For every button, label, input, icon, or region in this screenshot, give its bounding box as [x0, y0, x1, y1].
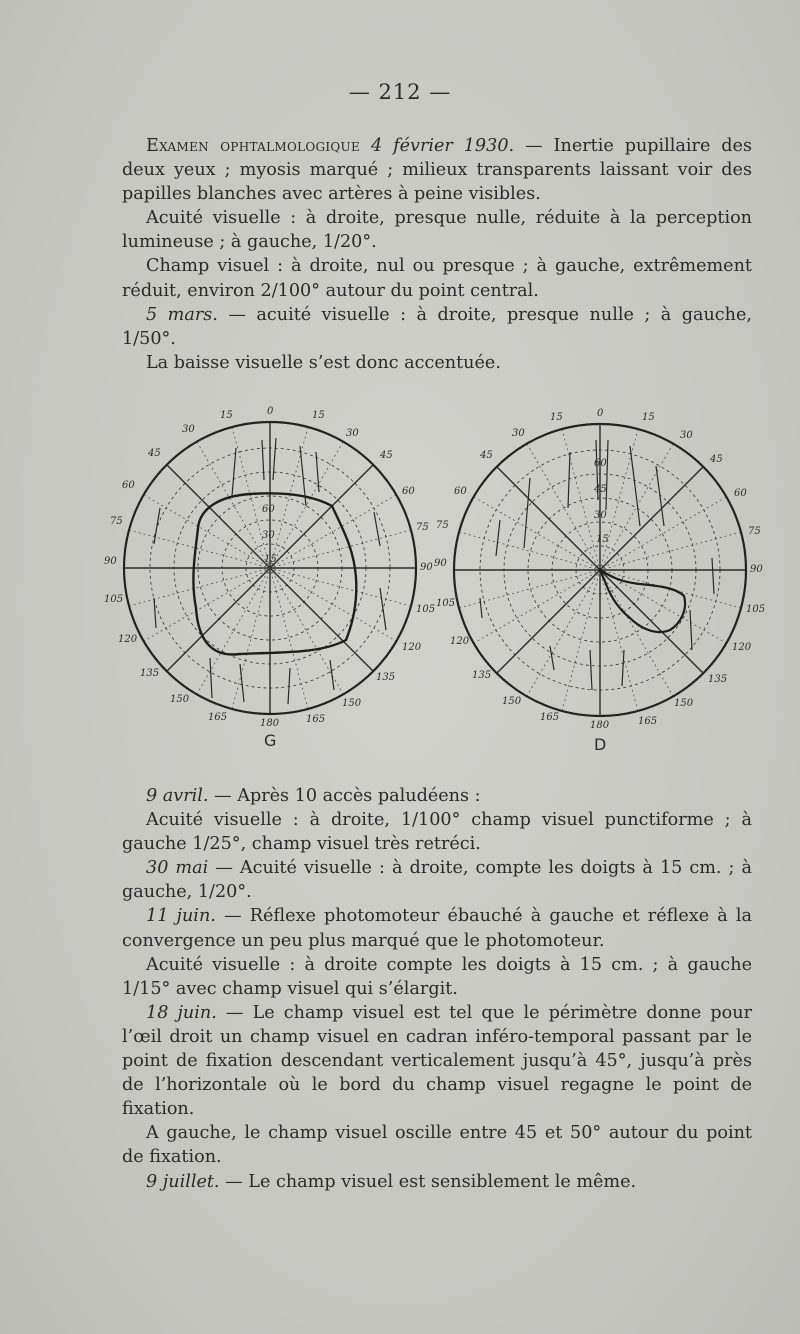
date-18-juin: 18 juin. — [146, 1002, 217, 1023]
date-30-mai: 30 mai — [146, 858, 209, 879]
angle-label: 45 — [380, 450, 393, 461]
figure-caption-d: D — [594, 735, 607, 754]
radius-label: 45 — [594, 484, 607, 495]
angle-label: 45 — [710, 454, 723, 465]
angle-label: 135 — [708, 674, 728, 685]
paragraph-acuite-juin: Acuité visuelle : à droite compte les doigts à 15 cm. ; à gauche 1/15° avec champ visuel qui s’élargit. — [122, 954, 752, 999]
angle-label: 60 — [454, 486, 467, 497]
angle-label: 90 — [420, 562, 433, 573]
angle-label: 120 — [450, 636, 470, 647]
angle-label: 75 — [110, 516, 123, 527]
paragraph-acuite: Acuité visuelle : à droite, presque nulle, réduite à la perception lumineuse ; à gauche, 1/20°. — [122, 208, 752, 253]
radius-label: 15 — [596, 534, 609, 545]
paragraph-text: — Réflexe photomoteur ébauché à gauche et réflexe à la convergence un peu plus marqué que le photomoteur. — [122, 906, 752, 951]
angle-label: 90 — [750, 564, 763, 575]
angle-label: 0 — [267, 406, 274, 417]
right-field-chart — [434, 408, 765, 754]
angle-label: 135 — [376, 672, 396, 683]
paragraph-text: — Inertie pupillaire des deux yeux ; myosis marqué ; milieux transparents laissant voir des papilles blanches avec artères à peine visibles. — [122, 136, 752, 205]
angle-label: 105 — [746, 604, 766, 615]
field-boundary — [600, 570, 685, 632]
paragraph-30-mai — [122, 856, 752, 904]
angle-label: 15 — [642, 412, 655, 423]
angle-label: 120 — [118, 634, 138, 645]
radius-label: 60 — [594, 458, 607, 469]
paragraph-baisse: La baisse visuelle s’est donc accentuée. — [146, 352, 501, 373]
angle-label: 0 — [597, 408, 604, 419]
angle-label: 105 — [436, 598, 456, 609]
left-field-chart — [104, 406, 435, 750]
paragraph-acuite-avril: Acuité visuelle : à droite, 1/100° champ visuel punctiforme ; à gauche 1/25°, champ visuel très retréci. — [122, 810, 752, 855]
date-9-juillet: 9 juillet. — [146, 1171, 220, 1192]
paragraph-18-juin — [122, 1001, 752, 1121]
paragraph-11-juin — [122, 904, 752, 952]
angle-label: 120 — [732, 642, 752, 653]
angle-label: 180 — [590, 720, 610, 731]
angle-label: 135 — [472, 670, 492, 681]
angle-label: 150 — [674, 698, 694, 709]
angle-label: 165 — [306, 714, 326, 725]
angle-label: 150 — [502, 696, 522, 707]
angle-label: 135 — [140, 668, 160, 679]
angle-label: 15 — [312, 410, 325, 421]
section-heading: Examen ophtalmologique — [146, 136, 361, 156]
text-block-top — [122, 134, 752, 375]
angle-label: 165 — [208, 712, 228, 723]
angle-label: 75 — [416, 522, 429, 533]
angle-label: 150 — [170, 694, 190, 705]
angle-label: 105 — [416, 604, 436, 615]
visual-field-figures — [100, 398, 780, 760]
paragraph-gauche: A gauche, le champ visuel oscille entre 45 et 50° autour du point de fixation. — [122, 1123, 752, 1168]
paragraph-text: — acuité visuelle : à droite, presque nulle ; à gauche, 1/50°. — [122, 304, 752, 349]
figure-caption-g: G — [264, 731, 277, 750]
angle-label: 105 — [104, 594, 124, 605]
angle-label: 165 — [540, 712, 560, 723]
radius-label: 15 — [264, 554, 277, 565]
paragraph-9-juillet — [122, 1170, 752, 1194]
date-9-avril: 9 avril. — [146, 786, 209, 806]
paragraph-text: — Le champ visuel est sensiblement le même. — [219, 1171, 637, 1192]
paragraph-text: — Acuité visuelle : à droite, compte les doigts à 15 cm. ; à gauche, 1/20°. — [122, 858, 753, 903]
angle-label: 150 — [342, 698, 362, 709]
angle-label: 45 — [148, 448, 161, 459]
perimetry-charts-svg — [100, 398, 780, 760]
angle-label: 45 — [480, 450, 493, 461]
angle-label: 60 — [402, 486, 415, 497]
angle-label: 60 — [122, 480, 135, 491]
angle-label: 90 — [104, 556, 117, 567]
angle-label: 165 — [638, 716, 658, 727]
radius-label: 60 — [262, 504, 275, 515]
text-block-bottom — [122, 784, 752, 1194]
angle-label: 15 — [220, 410, 233, 421]
date-11-juin: 11 juin. — [146, 906, 216, 927]
angle-label: 180 — [260, 718, 280, 729]
date-5-mars: 5 mars. — [146, 304, 218, 325]
paragraph-9-avril — [122, 784, 752, 808]
paragraph-champ: Champ visuel : à droite, nul ou presque ; à gauche, extrêmement réduit, environ 2/100° autour du point central. — [122, 256, 752, 301]
page-number: — 212 — — [348, 80, 452, 104]
radius-label: 30 — [262, 530, 275, 541]
paragraph-text: — Le champ visuel est tel que le périmètre donne pour l’œil droit un champ visuel en cadran inféro-temporal passant par le point de fixation descendant verticalement jusqu’à 45°, jusqu’à près de l’horizontale où le bord du champ visuel regagne le point de fixation. — [122, 1002, 752, 1120]
radius-label: 30 — [594, 510, 607, 521]
angle-label: 15 — [550, 412, 563, 423]
date-4-fevrier: 4 février 1930. — [370, 136, 515, 156]
angle-label: 120 — [402, 642, 422, 653]
angle-label: 60 — [734, 488, 747, 499]
paragraph-5-mars — [122, 303, 752, 351]
paragraph-text: — Après 10 accès paludéens : — [208, 786, 481, 806]
angle-label: 30 — [182, 424, 195, 435]
paragraph-examen — [122, 134, 752, 206]
angle-label: 30 — [512, 428, 525, 439]
angle-label: 30 — [680, 430, 693, 441]
angle-label: 30 — [346, 428, 359, 439]
angle-label: 75 — [436, 520, 449, 531]
angle-label: 90 — [434, 558, 447, 569]
angle-label: 75 — [748, 526, 761, 537]
